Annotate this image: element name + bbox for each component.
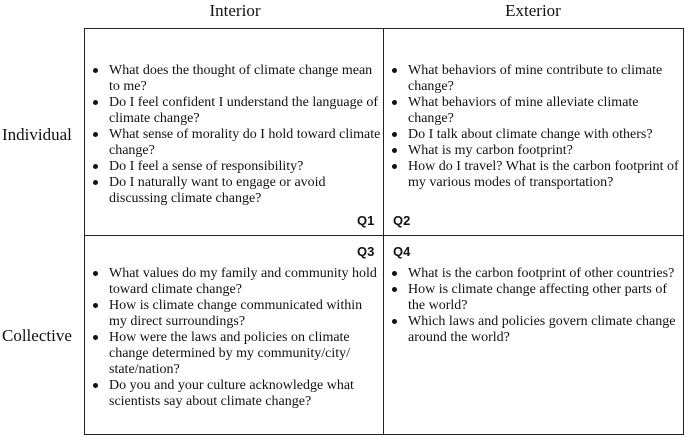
quadrant-q2 xyxy=(384,63,680,191)
q2-question: Do I talk about climate change with others? xyxy=(408,127,680,143)
q2-label: Q2 xyxy=(393,213,411,228)
quadrant-q1 xyxy=(85,63,381,207)
row-header-individual: Individual xyxy=(2,125,72,144)
horizontal-divider xyxy=(85,235,683,236)
q2-question: How do I travel? What is the carbon footprint of my various modes of transportation? xyxy=(408,159,679,190)
q3-question: Do you and your culture acknowledge what scientists say about climate change? xyxy=(109,378,381,410)
q1-question: What does the thought of climate change mean to me? xyxy=(109,63,381,95)
q4-question: Which laws and policies govern climate change around the world? xyxy=(408,314,680,346)
quadrant-q3 xyxy=(85,266,381,410)
q2-question: What is my carbon footprint? xyxy=(408,143,680,159)
q3-question: What values do my family and community hold toward climate change? xyxy=(109,266,381,298)
column-header-exterior: Exterior xyxy=(505,1,561,20)
q1-question-list xyxy=(85,63,381,207)
column-header-interior: Interior xyxy=(209,1,261,20)
row-header-collective: Collective xyxy=(2,326,72,345)
q1-question: What sense of morality do I hold toward climate change? xyxy=(109,127,381,158)
q3-question-list xyxy=(85,266,381,410)
q3-question: How were the laws and policies on climate change determined by my community/city/ state/nation? xyxy=(109,330,381,378)
q2-question-list xyxy=(384,63,680,191)
q1-question: Do I feel a sense of responsibility? xyxy=(109,159,381,175)
quadrant-q4 xyxy=(384,266,680,346)
q1-question: Do I feel confident I understand the language of climate change? xyxy=(109,95,381,127)
q4-question-list xyxy=(384,266,680,346)
q1-label: Q1 xyxy=(357,213,375,228)
q2-question: What behaviors of mine contribute to climate change? xyxy=(408,63,680,95)
quadrant-grid xyxy=(84,28,684,435)
q3-label: Q3 xyxy=(357,244,375,259)
q4-question: How is climate change affecting other parts of the world? xyxy=(408,282,680,314)
q2-question: What behaviors of mine alleviate climate change? xyxy=(408,95,680,127)
q4-label: Q4 xyxy=(393,244,411,259)
q4-question: What is the carbon footprint of other countries? xyxy=(408,266,680,282)
q1-question: Do I naturally want to engage or avoid discussing climate change? xyxy=(109,175,381,207)
q3-question: How is climate change communicated within my direct surroundings? xyxy=(109,298,381,330)
